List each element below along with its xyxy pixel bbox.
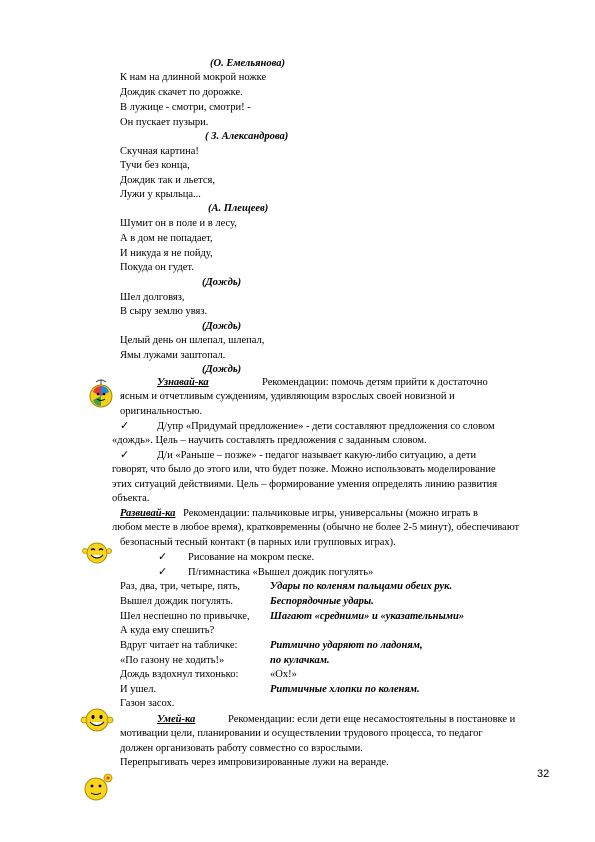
author-emelyanova: (О. Емельянова) bbox=[210, 58, 285, 69]
check-icon: ✓ bbox=[120, 419, 130, 432]
recommendation-line: ясным и отчетливым суждениям, удивляющим взрослых своей новизной и bbox=[120, 391, 455, 402]
gymnastics-action: Ритмично ударяют по ладоням, bbox=[270, 640, 423, 651]
recommendation-line: безопасный тесный контакт (в парных или групповых играх). bbox=[120, 537, 396, 548]
gymnastics-verse: Вышел дождик погулять. bbox=[120, 596, 233, 607]
smiling-smiley-icon bbox=[80, 706, 114, 734]
poem-line: Шумит он в поле и в лесу, bbox=[120, 218, 237, 229]
poem-line: А в дом не попадает, bbox=[120, 233, 213, 244]
gymnastics-verse: «По газону не ходить!» bbox=[120, 655, 225, 666]
gymnastics-verse: Раз, два, три, четыре, пять, bbox=[120, 581, 241, 592]
section-title-razvivayka: Развивай-ка bbox=[120, 508, 176, 519]
poem-line: Тучи без конца, bbox=[120, 160, 190, 171]
section-title-umeyka: Умей-ка bbox=[157, 714, 196, 725]
game-description: объекта. bbox=[112, 493, 150, 504]
poem-line: Ямы лужами заштопал. bbox=[120, 350, 226, 361]
gymnastics-verse: Дождь вздохнул тихонько: bbox=[120, 669, 239, 680]
gymnastics-verse: И ушел. bbox=[120, 684, 157, 695]
ball-smiley-icon bbox=[88, 378, 114, 410]
gymnastics-action: Удары по коленям пальцами обеих рук. bbox=[270, 581, 453, 592]
gymnastics-verse: Газон засох. bbox=[120, 698, 175, 709]
gymnastics-action: Ритмичные хлопки по коленям. bbox=[270, 684, 420, 695]
gymnastics-action: Шагают «средними» и «указательными» bbox=[270, 611, 465, 622]
gymnastics-action: «Ох!» bbox=[270, 669, 297, 680]
recommendation-line: должен организовать работу совместно со взрослыми. bbox=[120, 743, 363, 754]
recommendation-line: любом месте в любое время), кратковременны (обычно не более 2-5 минут), обеспечивают bbox=[112, 522, 520, 533]
recommendation: Рекомендации: помочь детям прийти к достаточно bbox=[262, 377, 488, 388]
game-description: «дождь». Цель – научить составлять предложения с заданным словом. bbox=[112, 435, 427, 446]
page-number: 32 bbox=[537, 768, 550, 780]
gymnastics-action: Беспорядочные удары. bbox=[270, 596, 374, 607]
recommendation: Рекомендации: если дети еще несамостоятельны в постановке и bbox=[228, 714, 516, 725]
gymnastics-verse: Вдруг читает на табличке: bbox=[120, 640, 238, 651]
check-icon: ✓ bbox=[158, 550, 168, 563]
gymnastics-verse: Шел неспешно по привычке, bbox=[120, 611, 250, 622]
recommendation-line: мотивации цели, планировании и осуществлении трудового процесса, то педагог bbox=[120, 728, 483, 739]
poem-line: Скучная картина! bbox=[120, 146, 199, 157]
poem-line: В лужице - смотри, смотри! - bbox=[120, 102, 251, 113]
poem-line: И никуда я не пойду, bbox=[120, 248, 213, 259]
poem-line: Лужи у крыльца... bbox=[120, 189, 201, 200]
author-aleksandrova: ( З. Александрова) bbox=[205, 131, 289, 142]
poem-line: Покуда он гудет. bbox=[120, 262, 194, 273]
game-description: Д/и «Раньше – позже» - педагог называет какую-либо ситуацию, а дети bbox=[157, 450, 477, 461]
riddle-answer: (Дождь) bbox=[202, 364, 242, 375]
game-description: Д/упр «Придумай предложение» - дети составляют предложения со словом bbox=[157, 421, 495, 432]
poem-line: Дождик скачет по дорожке. bbox=[120, 87, 243, 98]
recommendation-line: оригинальностью. bbox=[120, 406, 203, 417]
game-description: говорят, что было до этого или, что будет позже. Можно использовать моделирование bbox=[112, 464, 496, 475]
recommendation: Рекомендации: пальчиковые игры, универсальны (можно играть в bbox=[183, 508, 478, 519]
game-description: этих ситуаций действиями. Цель – формирование умения определять линию развития bbox=[112, 479, 498, 490]
section-title-uznavayka: Узнавай-ка bbox=[157, 377, 209, 388]
activity-item: Рисование на мокром песке. bbox=[188, 552, 315, 563]
poem-line: Шел долговяз, bbox=[120, 292, 185, 303]
activity-item: Перепрыгивать через импровизированные лужи на веранде. bbox=[120, 757, 389, 768]
poem-line: К нам на длинной мокрой ножке bbox=[120, 72, 267, 83]
author-pleshcheev: (А. Плещеев) bbox=[208, 203, 269, 214]
activity-item: П/гимнастика «Вышел дождик погулять» bbox=[188, 567, 374, 578]
check-icon: ✓ bbox=[158, 565, 168, 578]
poem-line: В сыру землю увяз. bbox=[120, 306, 208, 317]
riddle-answer: (Дождь) bbox=[202, 277, 242, 288]
poem-line: Целый день он шлепал, шлепал, bbox=[120, 335, 265, 346]
poem-line: Дождик так и льется, bbox=[120, 175, 215, 186]
winking-smiley-icon bbox=[82, 541, 112, 565]
poem-line: Он пускает пузыри. bbox=[120, 117, 209, 128]
check-icon: ✓ bbox=[120, 448, 130, 461]
riddle-answer: (Дождь) bbox=[202, 321, 242, 332]
gymnastics-action: по кулачкам. bbox=[270, 655, 330, 666]
thinking-smiley-icon bbox=[80, 772, 114, 802]
gymnastics-verse: А куда ему спешить? bbox=[120, 625, 215, 636]
